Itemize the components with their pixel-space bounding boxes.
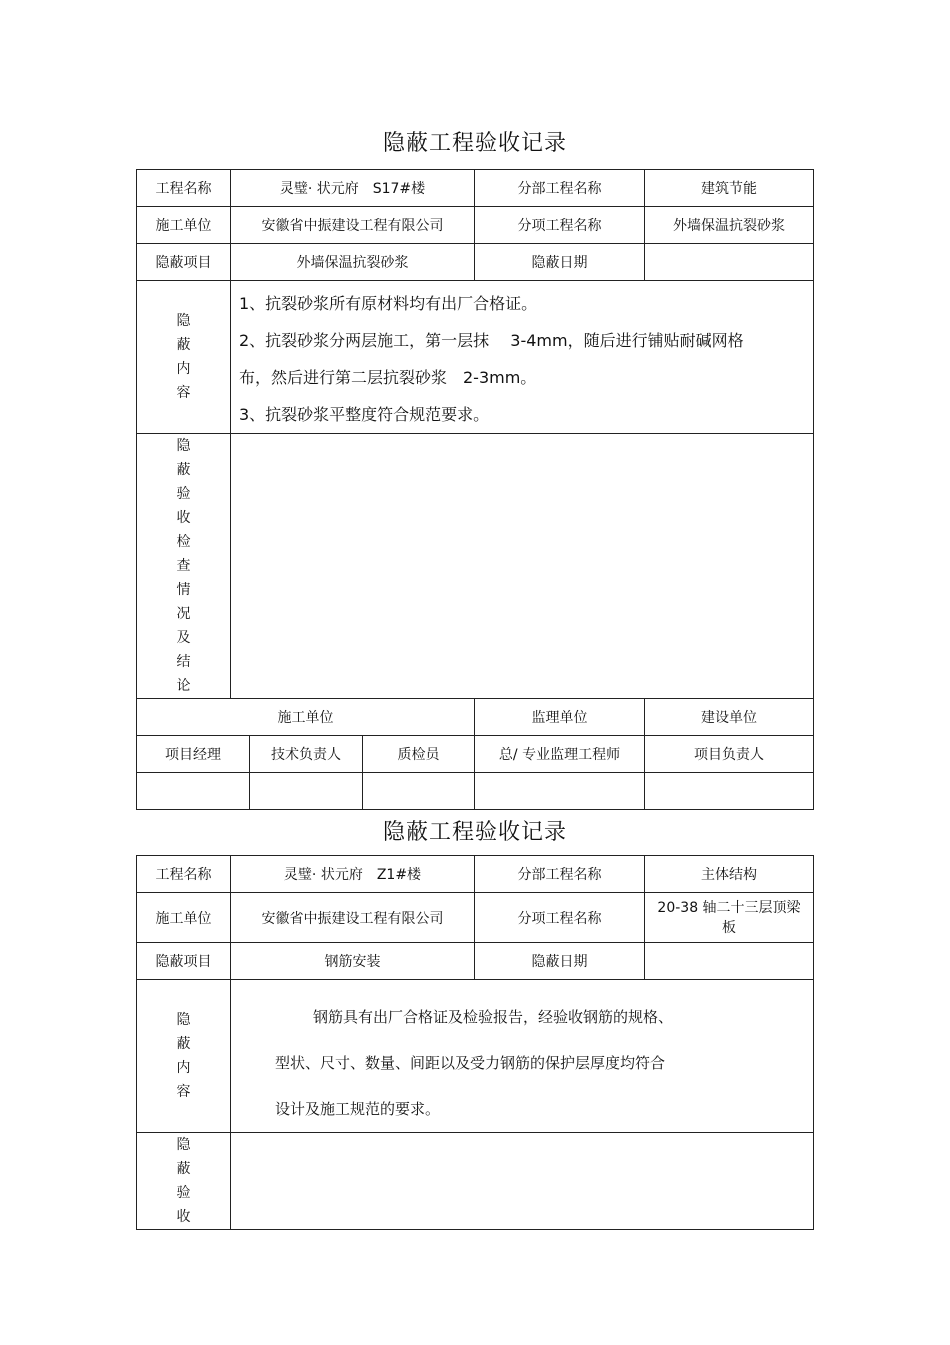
content-line: 2、抗裂砂浆分两层施工，第一层抹 3-4mm，随后进行铺贴耐碱网格 <box>239 331 744 350</box>
sub-project-value: 主体结构 <box>645 856 814 893</box>
signature-chief-supervisor[interactable] <box>475 773 645 810</box>
contractor-value: 安徽省中振建设工程有限公司 <box>231 893 475 943</box>
check-content[interactable] <box>231 1133 814 1230</box>
content-line: 3、抗裂砂浆平整度符合规范要求。 <box>239 405 490 424</box>
contractor-value: 安徽省中振建设工程有限公司 <box>231 207 475 244</box>
sub-project-label: 分部工程名称 <box>475 170 645 207</box>
hidden-date-label: 隐蔽日期 <box>475 244 645 281</box>
record-1-table <box>136 169 814 810</box>
project-name-label: 工程名称 <box>137 856 231 893</box>
content-text <box>231 980 814 1133</box>
hidden-item-value: 外墙保温抗裂砂浆 <box>231 244 475 281</box>
item-project-value: 20-38 轴二十三层顶梁 板 <box>645 893 814 943</box>
hidden-date-value[interactable] <box>645 943 814 980</box>
hidden-item-value: 钢筋安装 <box>231 943 475 980</box>
item-project-value: 外墙保温抗裂砂浆 <box>645 207 814 244</box>
content-line: 型状、尺寸、数量、间距以及受力钢筋的保护层厚度均符合 <box>275 1054 666 1072</box>
content-line: 设计及施工规范的要求。 <box>275 1100 441 1118</box>
signature-technical-lead[interactable] <box>250 773 363 810</box>
check-label: 隐 蔽 验 收 检 查 情 况 及 结 论 <box>137 434 231 699</box>
record-2-title: 隐蔽工程验收记录 <box>382 820 567 845</box>
item-project-label: 分项工程名称 <box>475 207 645 244</box>
sign-contractor-header: 施工单位 <box>137 699 475 736</box>
content-text <box>231 281 814 434</box>
sub-project-value: 建筑节能 <box>645 170 814 207</box>
project-name-value: 灵璧· 状元府 Z1#楼 <box>231 856 475 893</box>
content-label: 隐 蔽 内 容 <box>137 281 231 434</box>
check-label: 隐 蔽 验 收 <box>137 1133 231 1230</box>
signature-quality-inspector[interactable] <box>363 773 475 810</box>
hidden-item-label: 隐蔽项目 <box>137 943 231 980</box>
contractor-label: 施工单位 <box>137 893 231 943</box>
content-line: 1、抗裂砂浆所有原材料均有出厂合格证。 <box>239 294 538 313</box>
role-quality-inspector: 质检员 <box>363 736 475 773</box>
role-project-manager: 项目经理 <box>137 736 250 773</box>
contractor-label: 施工单位 <box>137 207 231 244</box>
role-technical-lead: 技术负责人 <box>250 736 363 773</box>
item-project-label: 分项工程名称 <box>475 893 645 943</box>
record-2-table <box>136 855 814 1230</box>
hidden-date-label: 隐蔽日期 <box>475 943 645 980</box>
record-1-title: 隐蔽工程验收记录 <box>382 131 567 156</box>
sign-owner-header: 建设单位 <box>645 699 814 736</box>
project-name-label: 工程名称 <box>137 170 231 207</box>
signature-project-manager[interactable] <box>137 773 250 810</box>
project-name-value: 灵璧· 状元府 S17#楼 <box>231 170 475 207</box>
content-line: 钢筋具有出厂合格证及检验报告，经验收钢筋的规格、 <box>313 1008 674 1026</box>
sign-supervisor-header: 监理单位 <box>475 699 645 736</box>
hidden-item-label: 隐蔽项目 <box>137 244 231 281</box>
role-chief-supervisor: 总/ 专业监理工程师 <box>475 736 645 773</box>
sub-project-label: 分部工程名称 <box>475 856 645 893</box>
check-content[interactable] <box>231 434 814 699</box>
content-line: 布，然后进行第二层抗裂砂浆 2-3mm。 <box>239 368 537 387</box>
content-label: 隐 蔽 内 容 <box>137 980 231 1133</box>
role-project-lead: 项目负责人 <box>645 736 814 773</box>
hidden-date-value[interactable] <box>645 244 814 281</box>
signature-project-lead[interactable] <box>645 773 814 810</box>
